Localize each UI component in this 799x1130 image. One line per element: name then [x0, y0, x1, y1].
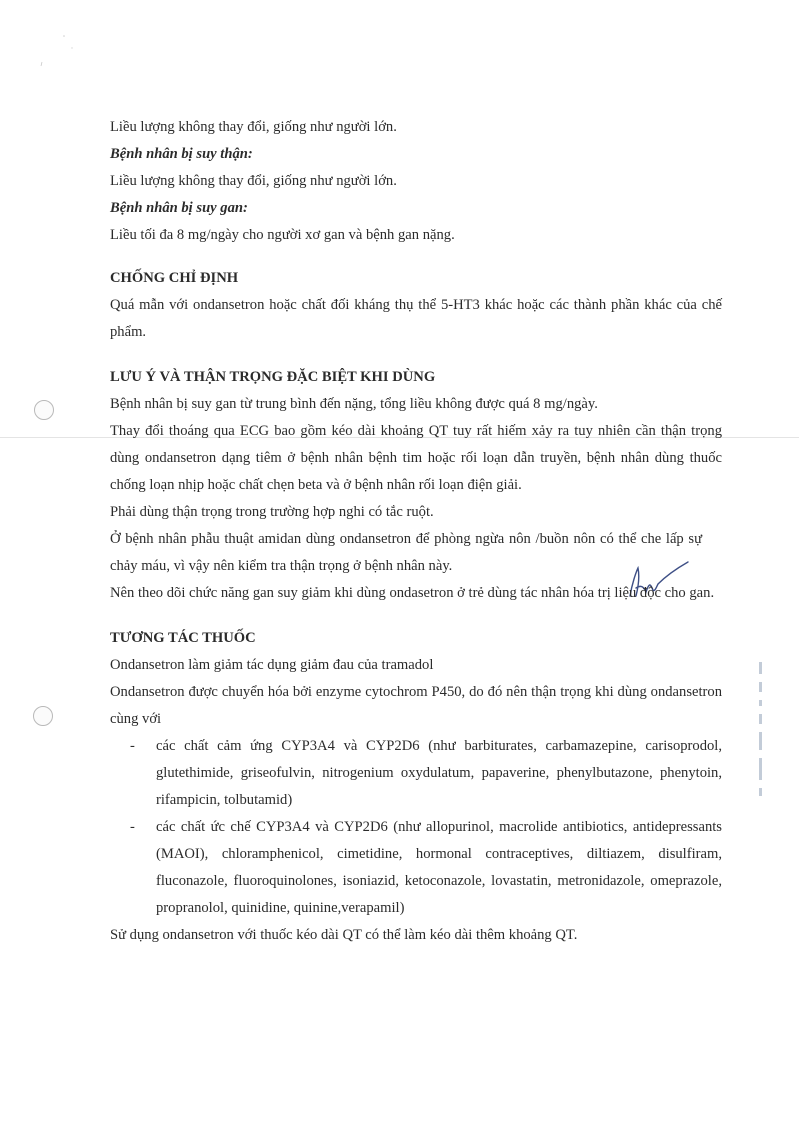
interactions-heading: TƯƠNG TÁC THUỐC	[110, 630, 256, 646]
precautions-paragraph: Phải dùng thận trọng trong trường hợp nghi có tắc ruột.	[110, 504, 434, 520]
punch-hole-icon	[33, 706, 53, 726]
interactions-closing: Sử dụng ondansetron với thuốc kéo dài QT có thể làm kéo dài thêm khoảng QT.	[110, 927, 578, 943]
contraindications-heading: CHỐNG CHỈ ĐỊNH	[110, 270, 239, 286]
interactions-paragraph: Ondansetron làm giảm tác dụng giảm đau của tramadol	[110, 657, 434, 673]
hepatic-text: Liều tối đa 8 mg/ngày cho người xơ gan và bệnh gan nặng.	[110, 227, 455, 243]
list-item-text: các chất ức chế CYP3A4 và CYP2D6 (như allopurinol, macrolide antibiotics, antidepressants (MAOI), chloramphenicol, cimetidine, hormonal contraceptives, diltiazem, disulfiram, fluconazole, fluoroquinolones, isoniazid, ketoconazole, lovastatin, metronidazole, omeprazole, propranolol, quinidine, quinine,verapamil)	[156, 819, 722, 916]
precautions-paragraph: Thay đổi thoáng qua ECG bao gồm kéo dài khoảng QT tuy rất hiếm xảy ra tuy nhiên cần thận trọng dùng ondansetron dạng tiêm ở bệnh nhân bệnh tim hoặc rối loạn dẫn truyền, bệnh nhân dùng thuốc chống loạn nhịp hoặc chất chẹn beta và ở bệnh nhân rối loạn điện giải.	[110, 423, 722, 493]
list-item	[110, 733, 722, 814]
interactions-paragraph: Ondansetron được chuyển hóa bởi enzyme cytochrom P450, do đó nên thận trọng khi dùng ondansetron cùng với	[110, 684, 722, 727]
renal-text: Liều lượng không thay đổi, giống như người lớn.	[110, 173, 397, 189]
list-item-text: các chất cảm ứng CYP3A4 và CYP2D6 (như barbiturates, carbamazepine, carisoprodol, glutethimide, griseofulvin, nitrogenium oxydulatum, papaverine, phenylbutazone, phenytoin, rifampicin, tolbutamid)	[156, 738, 722, 808]
renal-subheading: Bệnh nhân bị suy thận:	[110, 146, 253, 162]
interactions-list	[110, 733, 722, 922]
document-body	[110, 114, 722, 949]
list-item	[110, 814, 722, 922]
bullet-marker: -	[130, 819, 135, 835]
precautions-heading: LƯU Ý VÀ THẬN TRỌNG ĐẶC BIỆT KHI DÙNG	[110, 369, 436, 385]
contraindications-text: Quá mẫn với ondansetron hoặc chất đối kháng thụ thể 5-HT3 khác hoặc các thành phần khác của chế phẩm.	[110, 297, 722, 340]
scan-edge-marks	[759, 662, 765, 822]
dosage-elderly-text: Liều lượng không thay đổi, giống như người lớn.	[110, 119, 397, 135]
precautions-paragraph: Nên theo dõi chức năng gan suy giảm khi dùng ondasetron ở trẻ dùng tác nhân hóa trị liệu độc cho gan.	[110, 585, 715, 601]
precautions-paragraph: Ở bệnh nhân phẫu thuật amidan dùng ondansetron để phòng ngừa nôn /buồn nôn có thể che lấp sự chảy máu, vì vậy nên kiểm tra thận trọng ở bệnh nhân này.	[110, 531, 702, 574]
precautions-paragraph: Bệnh nhân bị suy gan từ trung bình đến nặng, tổng liều không được quá 8 mg/ngày.	[110, 396, 598, 412]
bullet-marker: -	[130, 738, 135, 754]
punch-hole-icon	[34, 400, 54, 420]
scan-specks	[36, 26, 96, 86]
hepatic-subheading: Bệnh nhân bị suy gan:	[110, 200, 248, 216]
